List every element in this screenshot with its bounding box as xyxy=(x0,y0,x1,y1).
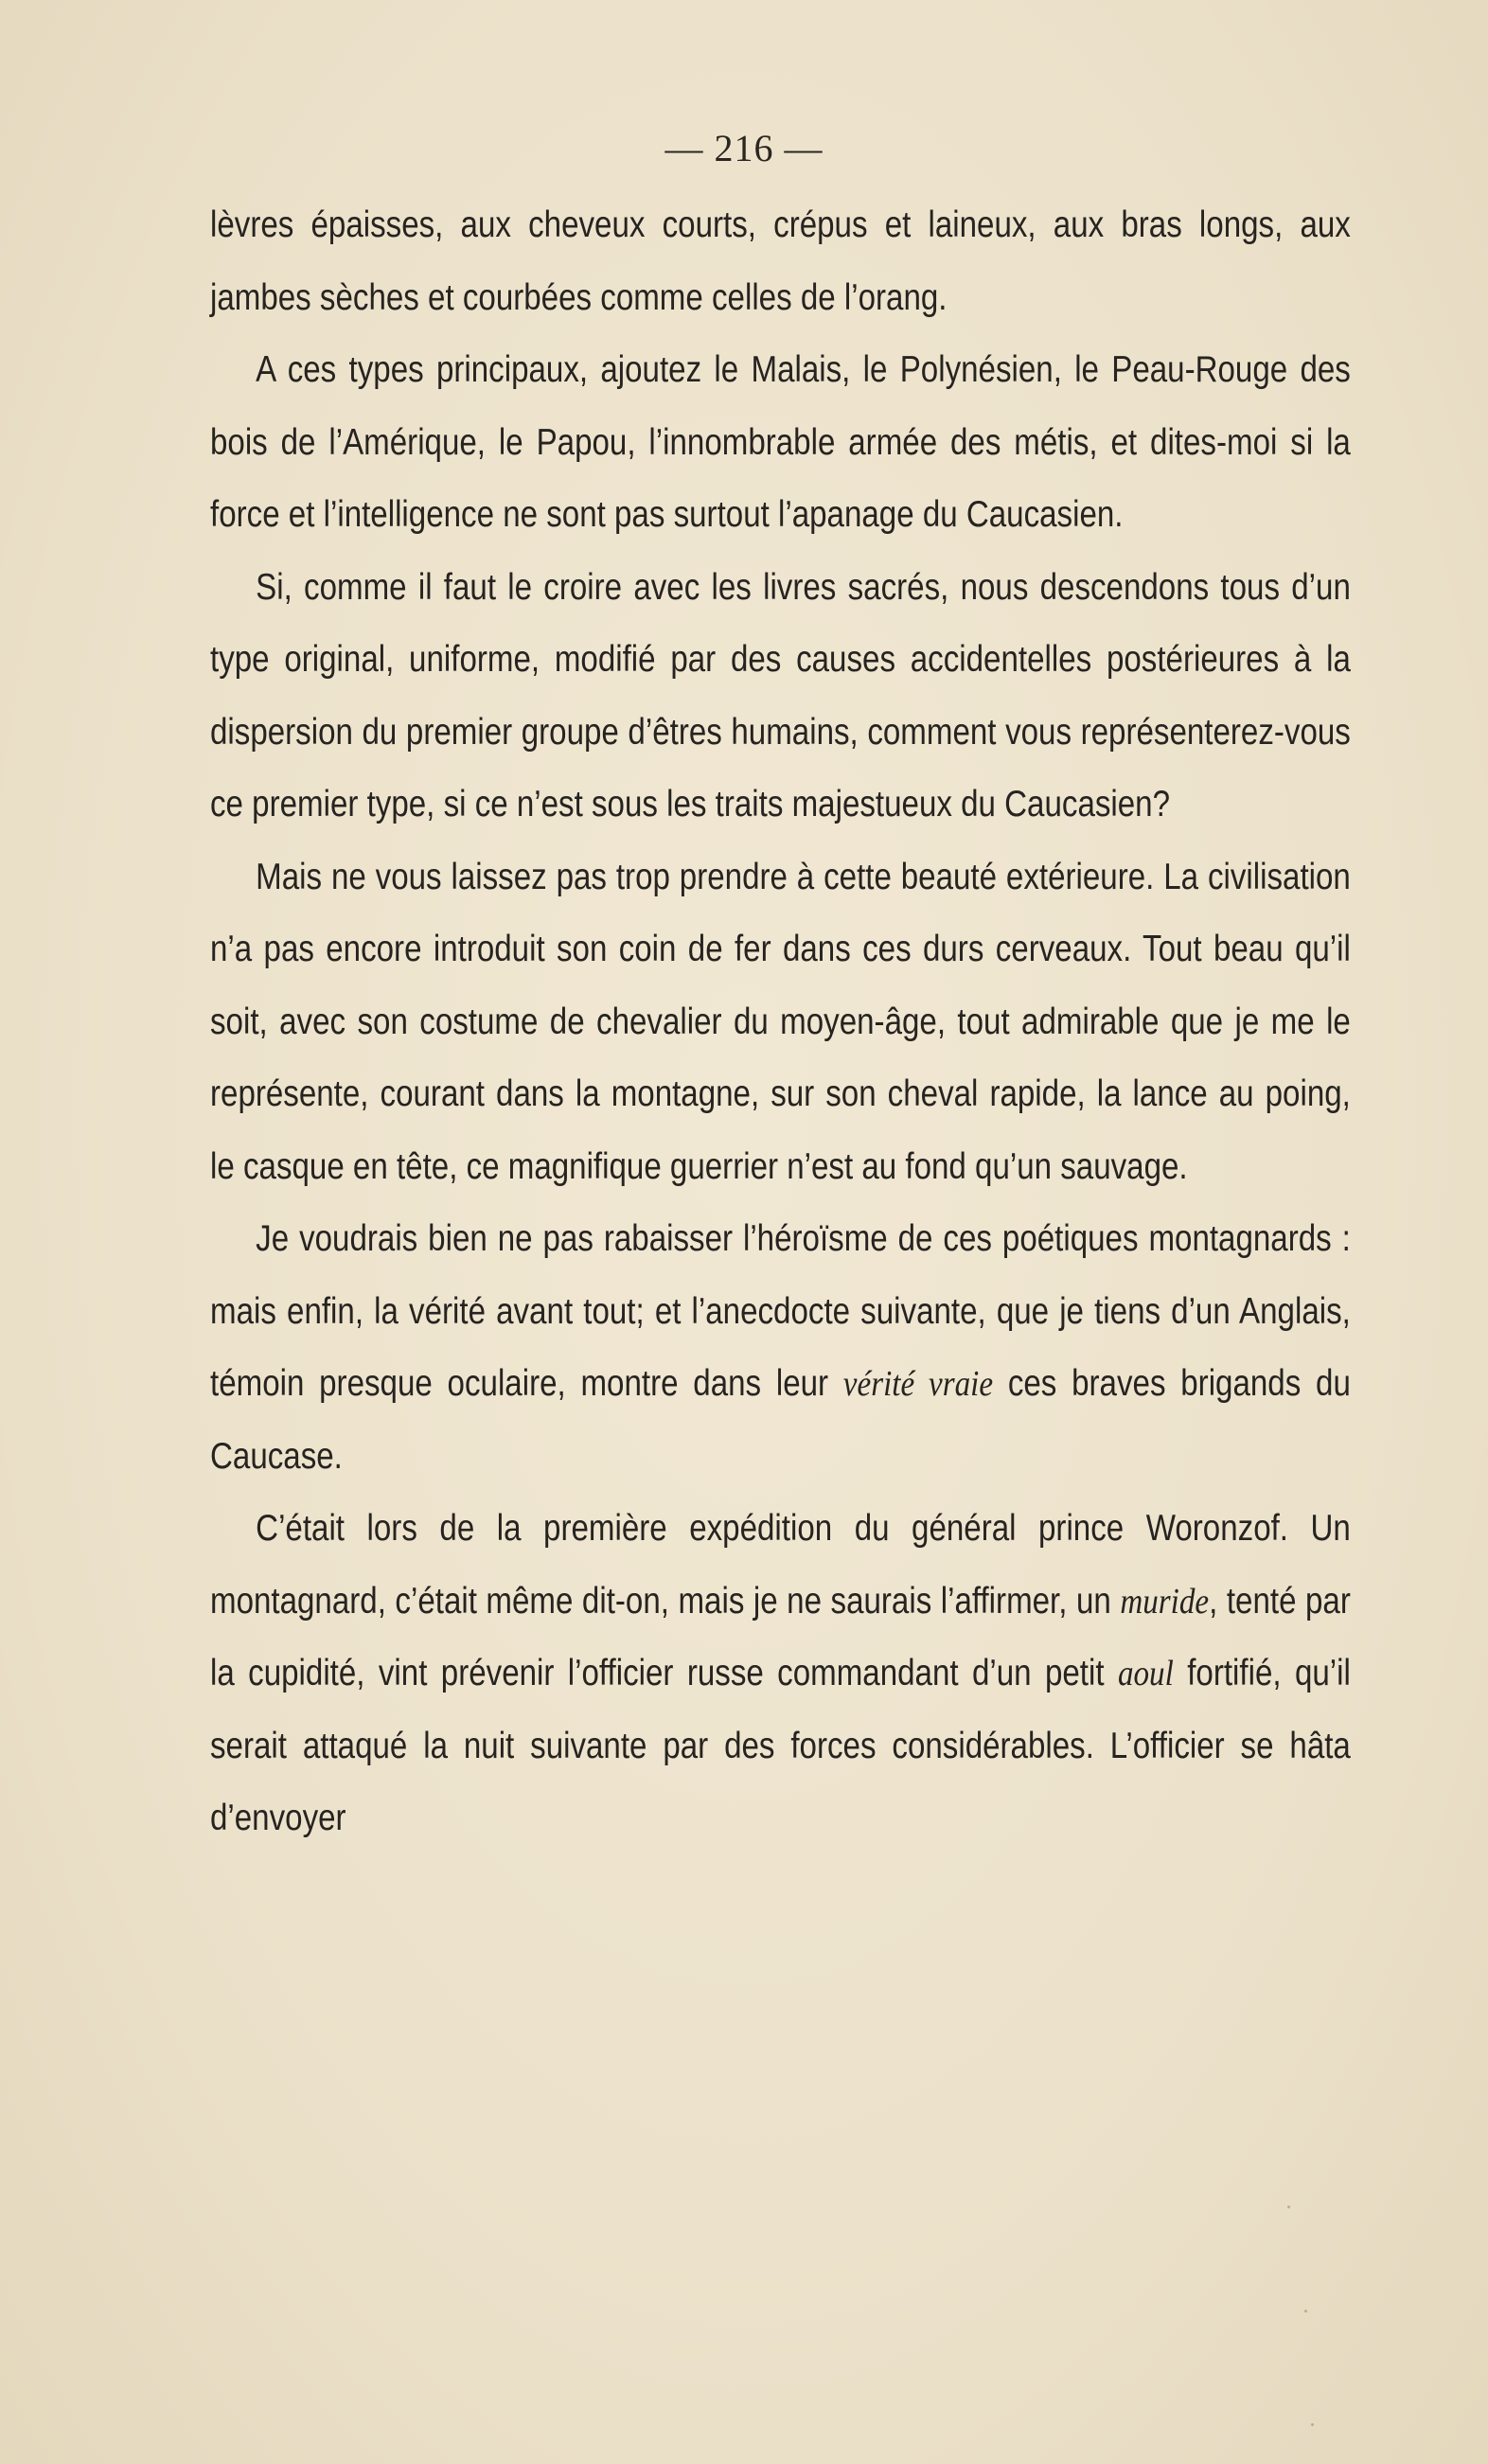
paragraph xyxy=(210,1203,1351,1493)
text-run: lèvres épaisses, aux cheveux courts, crépus et laineux, aux bras longs, aux jambes sèches et courbées comme celles de l’orang. xyxy=(210,204,1351,318)
paragraph xyxy=(210,552,1351,842)
paragraph-container xyxy=(210,189,1351,1855)
text-run: fortifié, qu’il serait attaqué la nuit suivante par des forces considérables. L’officier se hâta d’envoyer xyxy=(210,1653,1351,1838)
text-run: Je voudrais bien ne pas rabaisser l’héroïsme de ces poétiques montagnards : mais enfin, la vérité avant tout; et l’anecdocte suivante, que je tiens d’un Anglais, témoin presque oculaire, montre dans leur xyxy=(210,1218,1351,1404)
italic-term: aoul xyxy=(1117,1654,1174,1693)
italic-term: muride xyxy=(1120,1581,1210,1622)
paper-speck xyxy=(1311,2423,1314,2426)
text-run: ces braves brigands du Caucase. xyxy=(210,1363,1351,1477)
text-run: Mais ne vous laissez pas trop prendre à cette beauté extérieure. La civilisation n’a pas encore introduit son coin de fer dans ces durs cerveaux. Tout beau qu’il soit, avec son costume de chevalier du moyen-âge, tout admirable que je me le représente, courant dans la montagne, sur son cheval rapide, la lance au poing, le casque en tête, ce magnifique guerrier n’est au fond qu’un sauvage. xyxy=(210,856,1351,1187)
paper-speck xyxy=(1287,2206,1290,2208)
text-run: , tenté par la cupidité, vint prévenir l’officier russe commandant d’un petit xyxy=(210,1580,1351,1693)
paragraph xyxy=(210,1493,1351,1855)
paragraph xyxy=(210,189,1351,334)
paragraph xyxy=(210,334,1351,552)
paper-speck xyxy=(1304,2310,1307,2313)
page-number: — 216 — xyxy=(664,127,824,169)
italic-term: vérité vraie xyxy=(842,1364,994,1404)
text-run: Si, comme il faut le croire avec les livres sacrés, nous descendons tous d’un type original, uniforme, modifié par des causes accidentelles postérieures à la dispersion du premier groupe d’êtres humains, comment vous représenterez-vous ce premier type, si ce n’est sous les traits majestueux du Caucasien? xyxy=(210,566,1351,824)
text-run: C’était lors de la première expédition du général prince Woronzof. Un montagnard, c’était même dit-on, mais je ne saurais l’affirmer, un xyxy=(210,1508,1351,1622)
body-text xyxy=(210,189,1351,1855)
text-run: A ces types principaux, ajoutez le Malais, le Polynésien, le Peau-Rouge des bois de l’Amérique, le Papou, l’innombrable armée des métis, et dites-moi si la force et l’intelligence ne sont pas surtout l’apanage du Caucasien. xyxy=(210,349,1351,535)
paragraph xyxy=(210,842,1351,1204)
